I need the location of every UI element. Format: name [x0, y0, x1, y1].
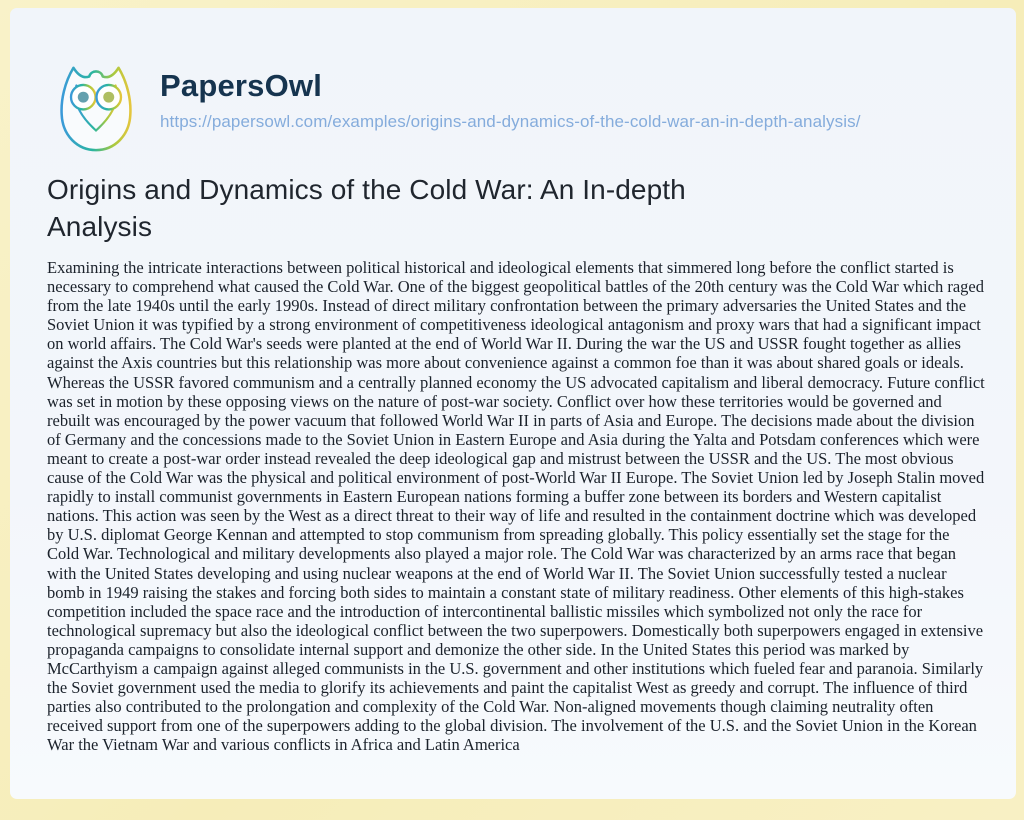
- header-text: [160, 57, 861, 132]
- owl-logo-icon: [50, 57, 142, 155]
- site-header: [50, 57, 861, 155]
- content-card: [10, 8, 1016, 799]
- article-title: Origins and Dynamics of the Cold War: An In-depth Analysis: [47, 174, 686, 242]
- article-body-text: Examining the intricate interactions between political historical and ideological elements that simmered long before the conflict started is necessary to comprehend what caused the Cold War. One of the biggest geopolitical battles of the 20th century was the Cold War which raged from the late 1940s until the early 1990s. Instead of direct military confrontation between the primary adversaries the United States and the Soviet Union it was typified by a strong environment of competitiveness ideological antagonism and proxy wars that had a significant impact on world affairs. The Cold War's seeds were planted at the end of World War II. During the war the US and USSR fought together as allies against the Axis countries but this relationship was more about convenience against a common foe than it was about shared goals or ideals. Whereas the USSR favored communism and a centrally planned economy the US advocated capitalism and liberal democracy. Future conflict was set in motion by these opposing views on the nature of post-war society. Conflict over how these territories would be governed and rebuilt was encouraged by the power vacuum that followed World War II in parts of Asia and Europe. The decisions made about the division of Germany and the concessions made to the Soviet Union in Eastern Europe and Asia during the Yalta and Potsdam conferences which were meant to create a post-war order instead revealed the deep ideological gap and mistrust between the USSR and the US. The most obvious cause of the Cold War was the physical and political environment of post-World War II Europe. The Soviet Union led by Joseph Stalin moved rapidly to install communist governments in Eastern European nations forming a buffer zone between its borders and Western capitalist nations. This action was seen by the West as a direct threat to their way of life and resulted in the containment doctrine which was developed by U.S. diplomat George Kennan and attempted to stop communism from spreading globally. This policy essentially set the stage for the Cold War. Technological and military developments also played a major role. The Cold War was characterized by an arms race that began with the United States developing and using nuclear weapons at the end of World War II. The Soviet Union successfully tested a nuclear bomb in 1949 raising the stakes and forcing both sides to maintain a constant state of military readiness. Other elements of this high-stakes competition included the space race and the introduction of intercontinental ballistic missiles which symbolized not only the race for technological supremacy but also the ideological conflict between the two superpowers. Domestically both superpowers engaged in extensive propaganda campaigns to consolidate internal support and demonize the other side. In the United States this period was marked by McCarthyism a campaign against alleged communists in the U.S. government and other institutions which fueled fear and paranoia. Similarly the Soviet government used the media to glorify its achievements and paint the capitalist West as greedy and corrupt. The influence of third parties also contributed to the prolongation and complexity of the Cold War. Non-aligned movements though claiming neutrality often received support from one of the superpowers adding to the global division. The involvement of the U.S. and the Soviet Union in the Korean War the Vietnam War and various conflicts in Africa and Latin America: [47, 258, 985, 755]
- brand-name: PapersOwl: [160, 68, 323, 103]
- page-url-link[interactable]: https://papersowl.com/examples/origins-and-dynamics-of-the-cold-war-an-in-depth-analysis/: [160, 112, 861, 132]
